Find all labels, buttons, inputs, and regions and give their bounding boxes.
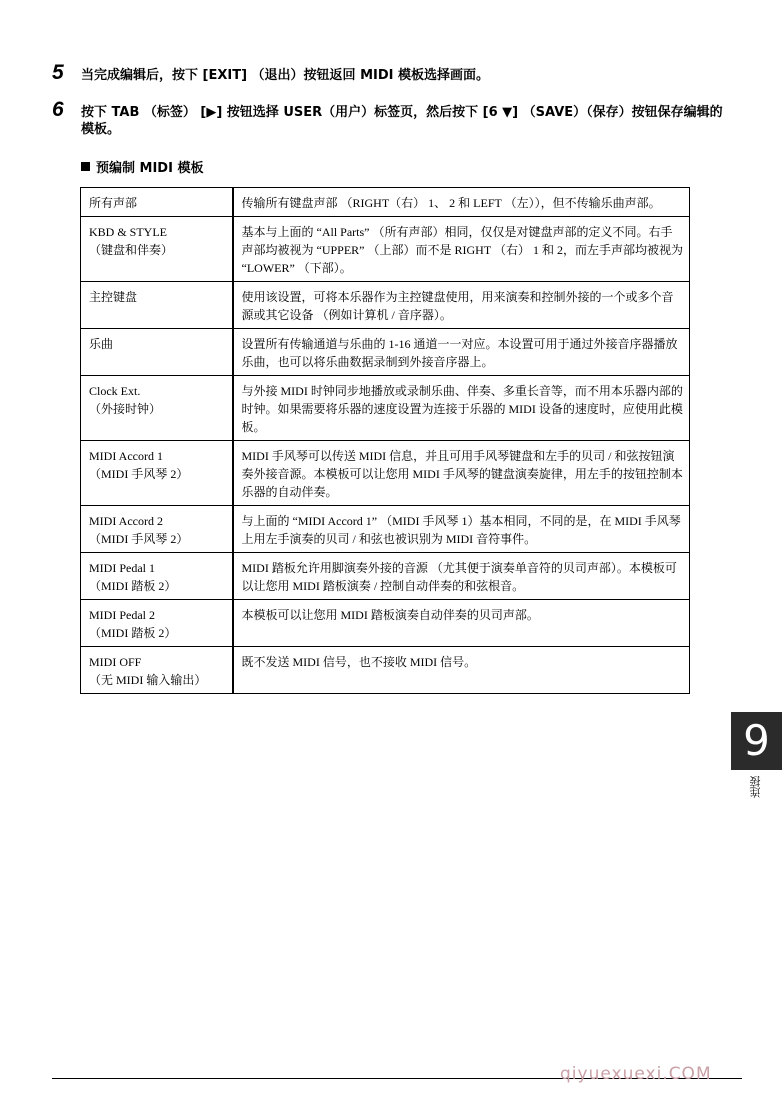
template-description: 既不发送 MIDI 信号，也不接收 MIDI 信号。 [233,647,690,694]
section-title [81,160,203,178]
table-row [81,441,690,506]
table-row [81,600,690,647]
template-name: （无 MIDI 输入输出） [89,673,207,687]
table-row [81,506,690,553]
template-name-cell [81,282,233,329]
watermark: qiyuexuexi.COM [560,1064,712,1084]
template-name: MIDI OFF [89,655,142,669]
chapter-tab [731,712,782,770]
step-number: 6 [52,98,64,121]
template-name: MIDI Accord 1 [89,449,163,463]
template-description: 设置所有传输通道与乐曲的 1-16 通道一一对应。本设置可用于通过外接音序器播放乐曲，也可以将乐曲数据录制到外接音序器上。 [233,329,690,376]
template-name: 主控键盘 [89,290,138,304]
template-name-cell [81,441,233,506]
template-name-cell [81,188,233,217]
template-description: 本模板可以让您用 MIDI 踏板演奏自动伴奏的贝司声部。 [233,600,690,647]
template-name-cell [81,376,233,441]
template-name: （MIDI 踏板 2） [89,579,177,593]
step-number: 5 [52,61,64,84]
template-name: MIDI Pedal 2 [89,608,155,622]
step-text: 按下 TAB （标签） [▶] 按钮选择 USER（用户）标签页，然后按下 [6 ▼] （SAVE）（保存）按钮保存编辑的模板。 [81,105,723,137]
table-row [81,376,690,441]
template-name: MIDI Pedal 1 [89,561,155,575]
template-name-cell [81,329,233,376]
template-name: （MIDI 踏板 2） [89,626,177,640]
template-name-cell [81,600,233,647]
table-row [81,217,690,282]
template-name-cell [81,506,233,553]
midi-templates-table [80,187,690,694]
template-description: 与上面的 “MIDI Accord 1” （MIDI 手风琴 1）基本相同，不同的是，在 MIDI 手风琴上用左手演奏的贝司 / 和弦也被识别为 MIDI 音符事件。 [233,506,690,553]
template-name: （MIDI 手风琴 2） [89,532,189,546]
bullet-square-icon [81,162,90,171]
step-text: 当完成编辑后，按下 [EXIT] （退出）按钮返回 MIDI 模板选择画面。 [81,68,489,83]
template-name-cell [81,553,233,600]
template-name-cell [81,647,233,694]
table-row [81,282,690,329]
chapter-label: 连接 [749,776,762,798]
template-name: MIDI Accord 2 [89,514,163,528]
template-name: （MIDI 手风琴 2） [89,467,189,481]
template-name: 所有声部 [89,196,138,210]
template-description: 基本与上面的 “All Parts” （所有声部）相同，仅仅是对键盘声部的定义不同。右手声部均被视为 “UPPER” （上部）而不是 RIGHT （右） 1 和 2，而左手声部均被视为 “LOWER” （下部）。 [233,217,690,282]
template-description: MIDI 踏板允许用脚演奏外接的音源 （尤其便于演奏单音符的贝司声部）。本模板可以让您用 MIDI 踏板演奏 / 控制自动伴奏的和弦根音。 [233,553,690,600]
table-row [81,329,690,376]
template-description: 与外接 MIDI 时钟同步地播放或录制乐曲、伴奏、多重长音等，而不用本乐器内部的时钟。如果需要将乐器的速度设置为连接于乐器的 MIDI 设备的速度时，应使用此模板。 [233,376,690,441]
template-name: Clock Ext. [89,384,141,398]
template-description: 使用该设置，可将本乐器作为主控键盘使用，用来演奏和控制外接的一个或多个音源或其它设备 （例如计算机 / 音序器）。 [233,282,690,329]
template-name: KBD & STYLE [89,225,167,239]
template-name: （外接时钟） [89,402,162,416]
chapter-number: 9 [743,716,770,765]
table-row [81,553,690,600]
template-description: 传输所有键盘声部 （RIGHT（右） 1、 2 和 LEFT （左）），但不传输乐曲声部。 [233,188,690,217]
table-row [81,188,690,217]
template-name-cell [81,217,233,282]
template-name: （键盘和伴奏） [89,243,174,257]
table-row [81,647,690,694]
section-title-text: 预编制 MIDI 模板 [96,161,204,176]
template-description: MIDI 手风琴可以传送 MIDI 信息，并且可用手风琴键盘和左手的贝司 / 和弦按钮演奏外接音源。本模板可以让您用 MIDI 手风琴的键盘演奏旋律，用左手的按钮控制本乐器的自动伴奏。 [233,441,690,506]
template-name: 乐曲 [89,337,114,351]
